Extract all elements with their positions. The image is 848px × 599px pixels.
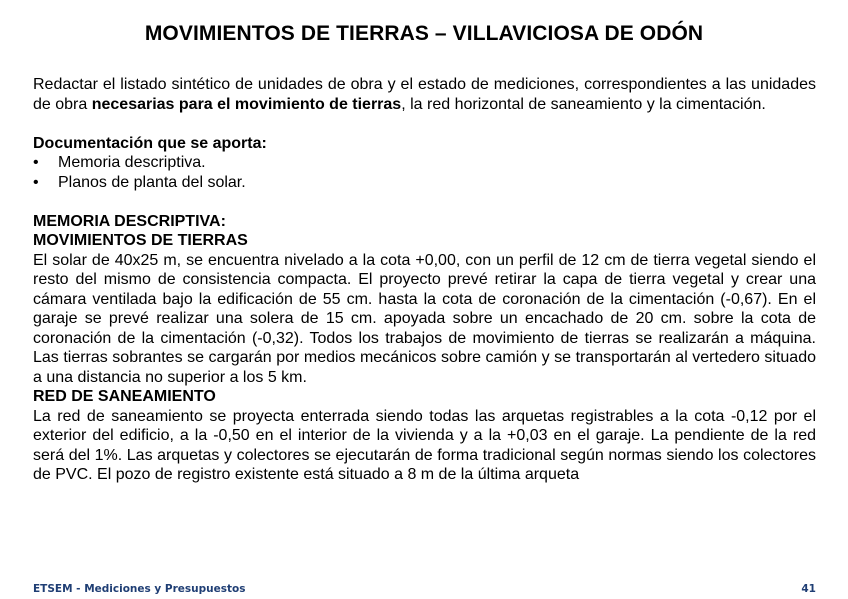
list-item xyxy=(33,153,816,173)
documentation-list xyxy=(33,153,816,192)
memoria-heading: MEMORIA DESCRIPTIVA: xyxy=(33,212,226,230)
intro-paragraph xyxy=(33,75,816,114)
bullet-icon: • xyxy=(33,173,39,191)
documentation-heading: Documentación que se aporta: xyxy=(33,134,267,152)
section-text-saneamiento: La red de saneamiento se proyecta enterrada siendo todas las arquetas registrables a la cota -0,12 por el exterior del edificio, a la -0,50 en el interior de la vivienda y a la +0,03 en el garaje. La pendiente de la red será del 1%. Las arquetas y colectores se ejecutarán de forma tradicional según normas siendo los colectores de PVC. El pozo de registro existente está situado a 8 m de la última arqueta xyxy=(33,407,816,483)
intro-text: Redactar el listado sintético de unidades de obra y el estado de mediciones, correspondientes a las unidades de obra xyxy=(33,76,816,113)
section-heading-saneamiento: RED DE SANEAMIENTO xyxy=(33,388,216,405)
spacer xyxy=(33,192,816,212)
section-heading-movimientos: MOVIMIENTOS DE TIERRAS xyxy=(33,232,248,249)
footer-page-number: 41 xyxy=(801,583,816,595)
list-item-text: Memoria descriptiva. xyxy=(58,154,206,171)
page-title: MOVIMIENTOS DE TIERRAS – VILLAVICIOSA DE ODÓN xyxy=(144,22,704,45)
intro-emphasis: necesarias para el movimiento de tierras xyxy=(91,95,402,113)
section-text-movimientos: El solar de 40x25 m, se encuentra nivelado a la cota +0,00, con un perfil de 12 cm de tierra vegetal siendo el resto del mismo de consistencia compacta. El proyecto prevé retirar la capa de tierra vegetal y crear una cámara ventilada bajo la edificación de 55 cm. hasta la cota de coronación de la cimentación (-0,67). En el garaje se prevé realizar una solera de 15 cm. apoyada sobre un encachado de 20 cm. sobre la cota de coronación de la cimentación (-0,32). Todos los trabajos de movimiento de tierras se realizarán a máquina. Las tierras sobrantes se cargarán por medios mecánicos sobre camión y se transportarán al vertedero situado a una distancia no superior a los 5 km. xyxy=(33,251,816,386)
slide-content xyxy=(33,75,816,485)
intro-text-end: , la red horizontal de saneamiento y la cimentación. xyxy=(401,95,766,113)
list-item-text: Planos de planta del solar. xyxy=(58,173,246,191)
bullet-icon: • xyxy=(33,154,39,171)
spacer xyxy=(33,114,816,134)
list-item xyxy=(33,173,816,193)
footer-course-label: ETSEM - Mediciones y Presupuestos xyxy=(33,583,246,595)
